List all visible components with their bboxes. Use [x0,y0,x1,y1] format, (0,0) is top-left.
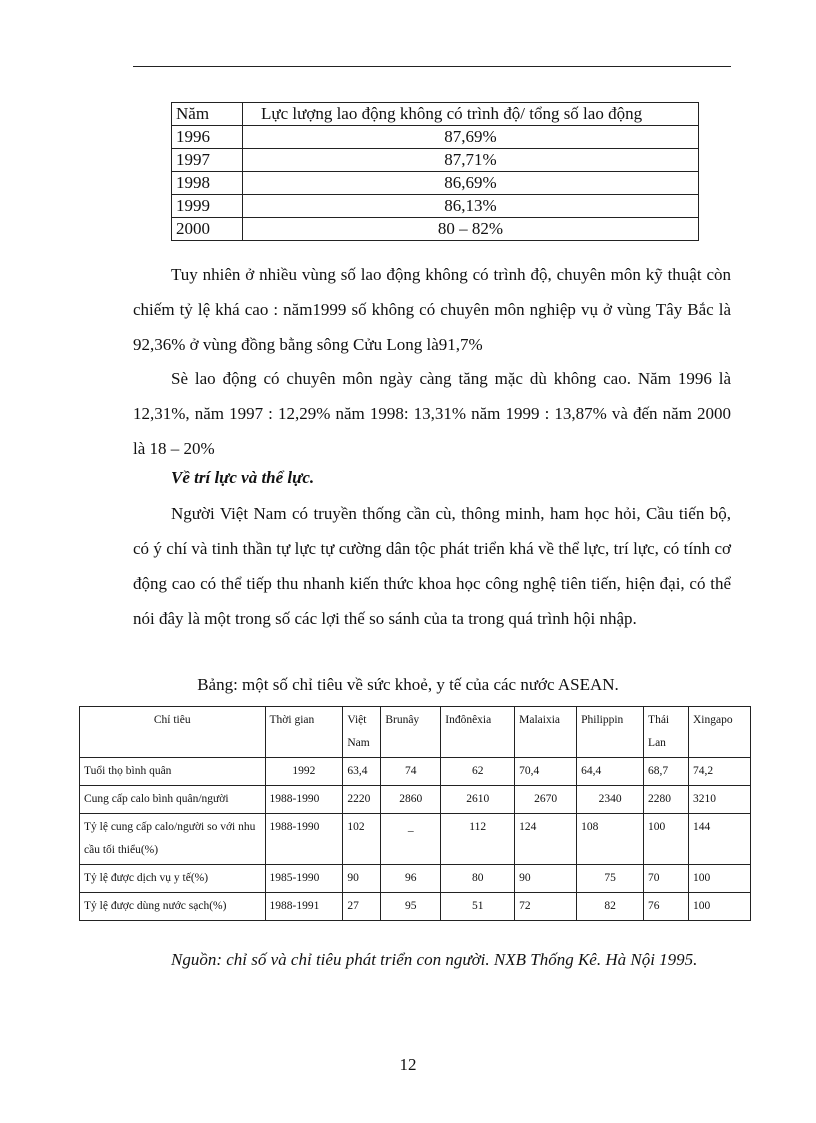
year-cell: 2000 [172,218,243,241]
value-cell: 68,7 [644,758,689,786]
header-cell: Thái Lan [644,707,689,758]
period-cell: 1992 [265,758,343,786]
indicator-cell: Tỷ lệ cung cấp calo/người so với nhu cầu tối thiểu(%) [80,814,266,865]
value-cell: 76 [644,893,689,921]
header-cell: Chỉ tiêu [80,707,266,758]
value-cell: 82 [577,893,644,921]
value-cell: 64,4 [577,758,644,786]
value-cell: 86,13% [243,195,699,218]
header-rule [133,66,731,67]
value-cell: 72 [515,893,577,921]
value-cell: 86,69% [243,172,699,195]
paragraph-2: Sè lao động có chuyên môn ngày càng tăng mặc dù không cao. Năm 1996 là 12,31%, năm 1997 : 12,29% năm 1998: 13,31% năm 1999 : 13,87% và đến năm 2000 là 18 – 20% [133,369,731,458]
table-row [172,126,699,149]
value-cell: 87,71% [243,149,699,172]
period-cell: 1988-1991 [265,893,343,921]
value-cell: 3210 [688,786,750,814]
year-header: Năm [172,103,243,126]
table-row [80,758,751,786]
value-cell: 108 [577,814,644,865]
value-cell: 90 [515,865,577,893]
table-row [80,814,751,865]
table-row [172,195,699,218]
table-header-row [172,103,699,126]
value-cell: 74,2 [688,758,750,786]
table-row [80,865,751,893]
value-cell: 87,69% [243,126,699,149]
paragraph-1: Tuy nhiên ở nhiều vùng số lao động không có trình độ, chuyên môn kỹ thuật còn chiếm tỷ lệ khá cao : năm1999 số không có chuyên môn nghiệp vụ ở vùng Tây Bắc là 92,36% ở vùng đồng bằng sông Cửu Long là91,7% [133,265,731,354]
value-cell: 100 [688,865,750,893]
value-cell: 144 [688,814,750,865]
value-cell: 100 [688,893,750,921]
value-cell: 112 [441,814,515,865]
period-cell: 1988-1990 [265,814,343,865]
header-cell: Inđônêxia [441,707,515,758]
paragraph-3: Người Việt Nam có truyền thống cần cù, thông minh, ham học hỏi, Cầu tiến bộ, có ý chí và tinh thần tự lực tự cường dân tộc phát triển khá về thể lực, trí lực, có tính cơ động cao có thể tiếp thu nhanh kiến thức khoa học công nghệ tiên tiến, hiện đại, có thể nói đây là một trong số các lợi thế so sánh của ta trong quá trình hội nhập. [133,504,731,628]
table-row [80,786,751,814]
year-cell: 1996 [172,126,243,149]
section-heading: Về trí lực và thể lực. [171,468,315,487]
indicator-cell: Tuổi thọ bình quân [80,758,266,786]
value-cell: 74 [381,758,441,786]
value-cell: 62 [441,758,515,786]
value-cell: 75 [577,865,644,893]
value-cell: 2340 [577,786,644,814]
header-cell: Việt Nam [343,707,381,758]
year-cell: 1997 [172,149,243,172]
header-cell: Thời gian [265,707,343,758]
indicator-cell: Tỷ lệ được dùng nước sạch(%) [80,893,266,921]
value-cell: 95 [381,893,441,921]
value-cell: _ [381,814,441,865]
value-cell: 63,4 [343,758,381,786]
value-cell: 80 – 82% [243,218,699,241]
value-cell: 70,4 [515,758,577,786]
asean-health-table [79,706,751,921]
header-cell: Philippin [577,707,644,758]
value-cell: 100 [644,814,689,865]
table-row [172,172,699,195]
table-row [172,218,699,241]
value-cell: 70 [644,865,689,893]
ratio-header: Lực lượng lao động không có trình độ/ tổng số lao động [243,103,699,126]
value-cell: 102 [343,814,381,865]
year-cell: 1999 [172,195,243,218]
header-cell: Brunây [381,707,441,758]
table-row [80,893,751,921]
value-cell: 124 [515,814,577,865]
value-cell: 96 [381,865,441,893]
value-cell: 2220 [343,786,381,814]
table-caption: Bảng: một số chỉ tiêu về sức khoẻ, y tế của các nước ASEAN. [197,675,619,694]
period-cell: 1985-1990 [265,865,343,893]
table-row [172,149,699,172]
indicator-cell: Tỷ lệ được dịch vụ y tế(%) [80,865,266,893]
year-cell: 1998 [172,172,243,195]
value-cell: 90 [343,865,381,893]
value-cell: 51 [441,893,515,921]
header-cell: Xingapo [688,707,750,758]
value-cell: 2610 [441,786,515,814]
page-number: 12 [399,1055,417,1074]
value-cell: 2860 [381,786,441,814]
value-cell: 80 [441,865,515,893]
header-cell: Malaixia [515,707,577,758]
indicator-cell: Cung cấp calo bình quân/người [80,786,266,814]
value-cell: 27 [343,893,381,921]
value-cell: 2670 [515,786,577,814]
source-note: Nguồn: chỉ số và chỉ tiêu phát triển con người. NXB Thống Kê. Hà Nội 1995. [171,950,698,969]
table-header-row [80,707,751,758]
labor-table [171,102,699,241]
period-cell: 1988-1990 [265,786,343,814]
value-cell: 2280 [644,786,689,814]
